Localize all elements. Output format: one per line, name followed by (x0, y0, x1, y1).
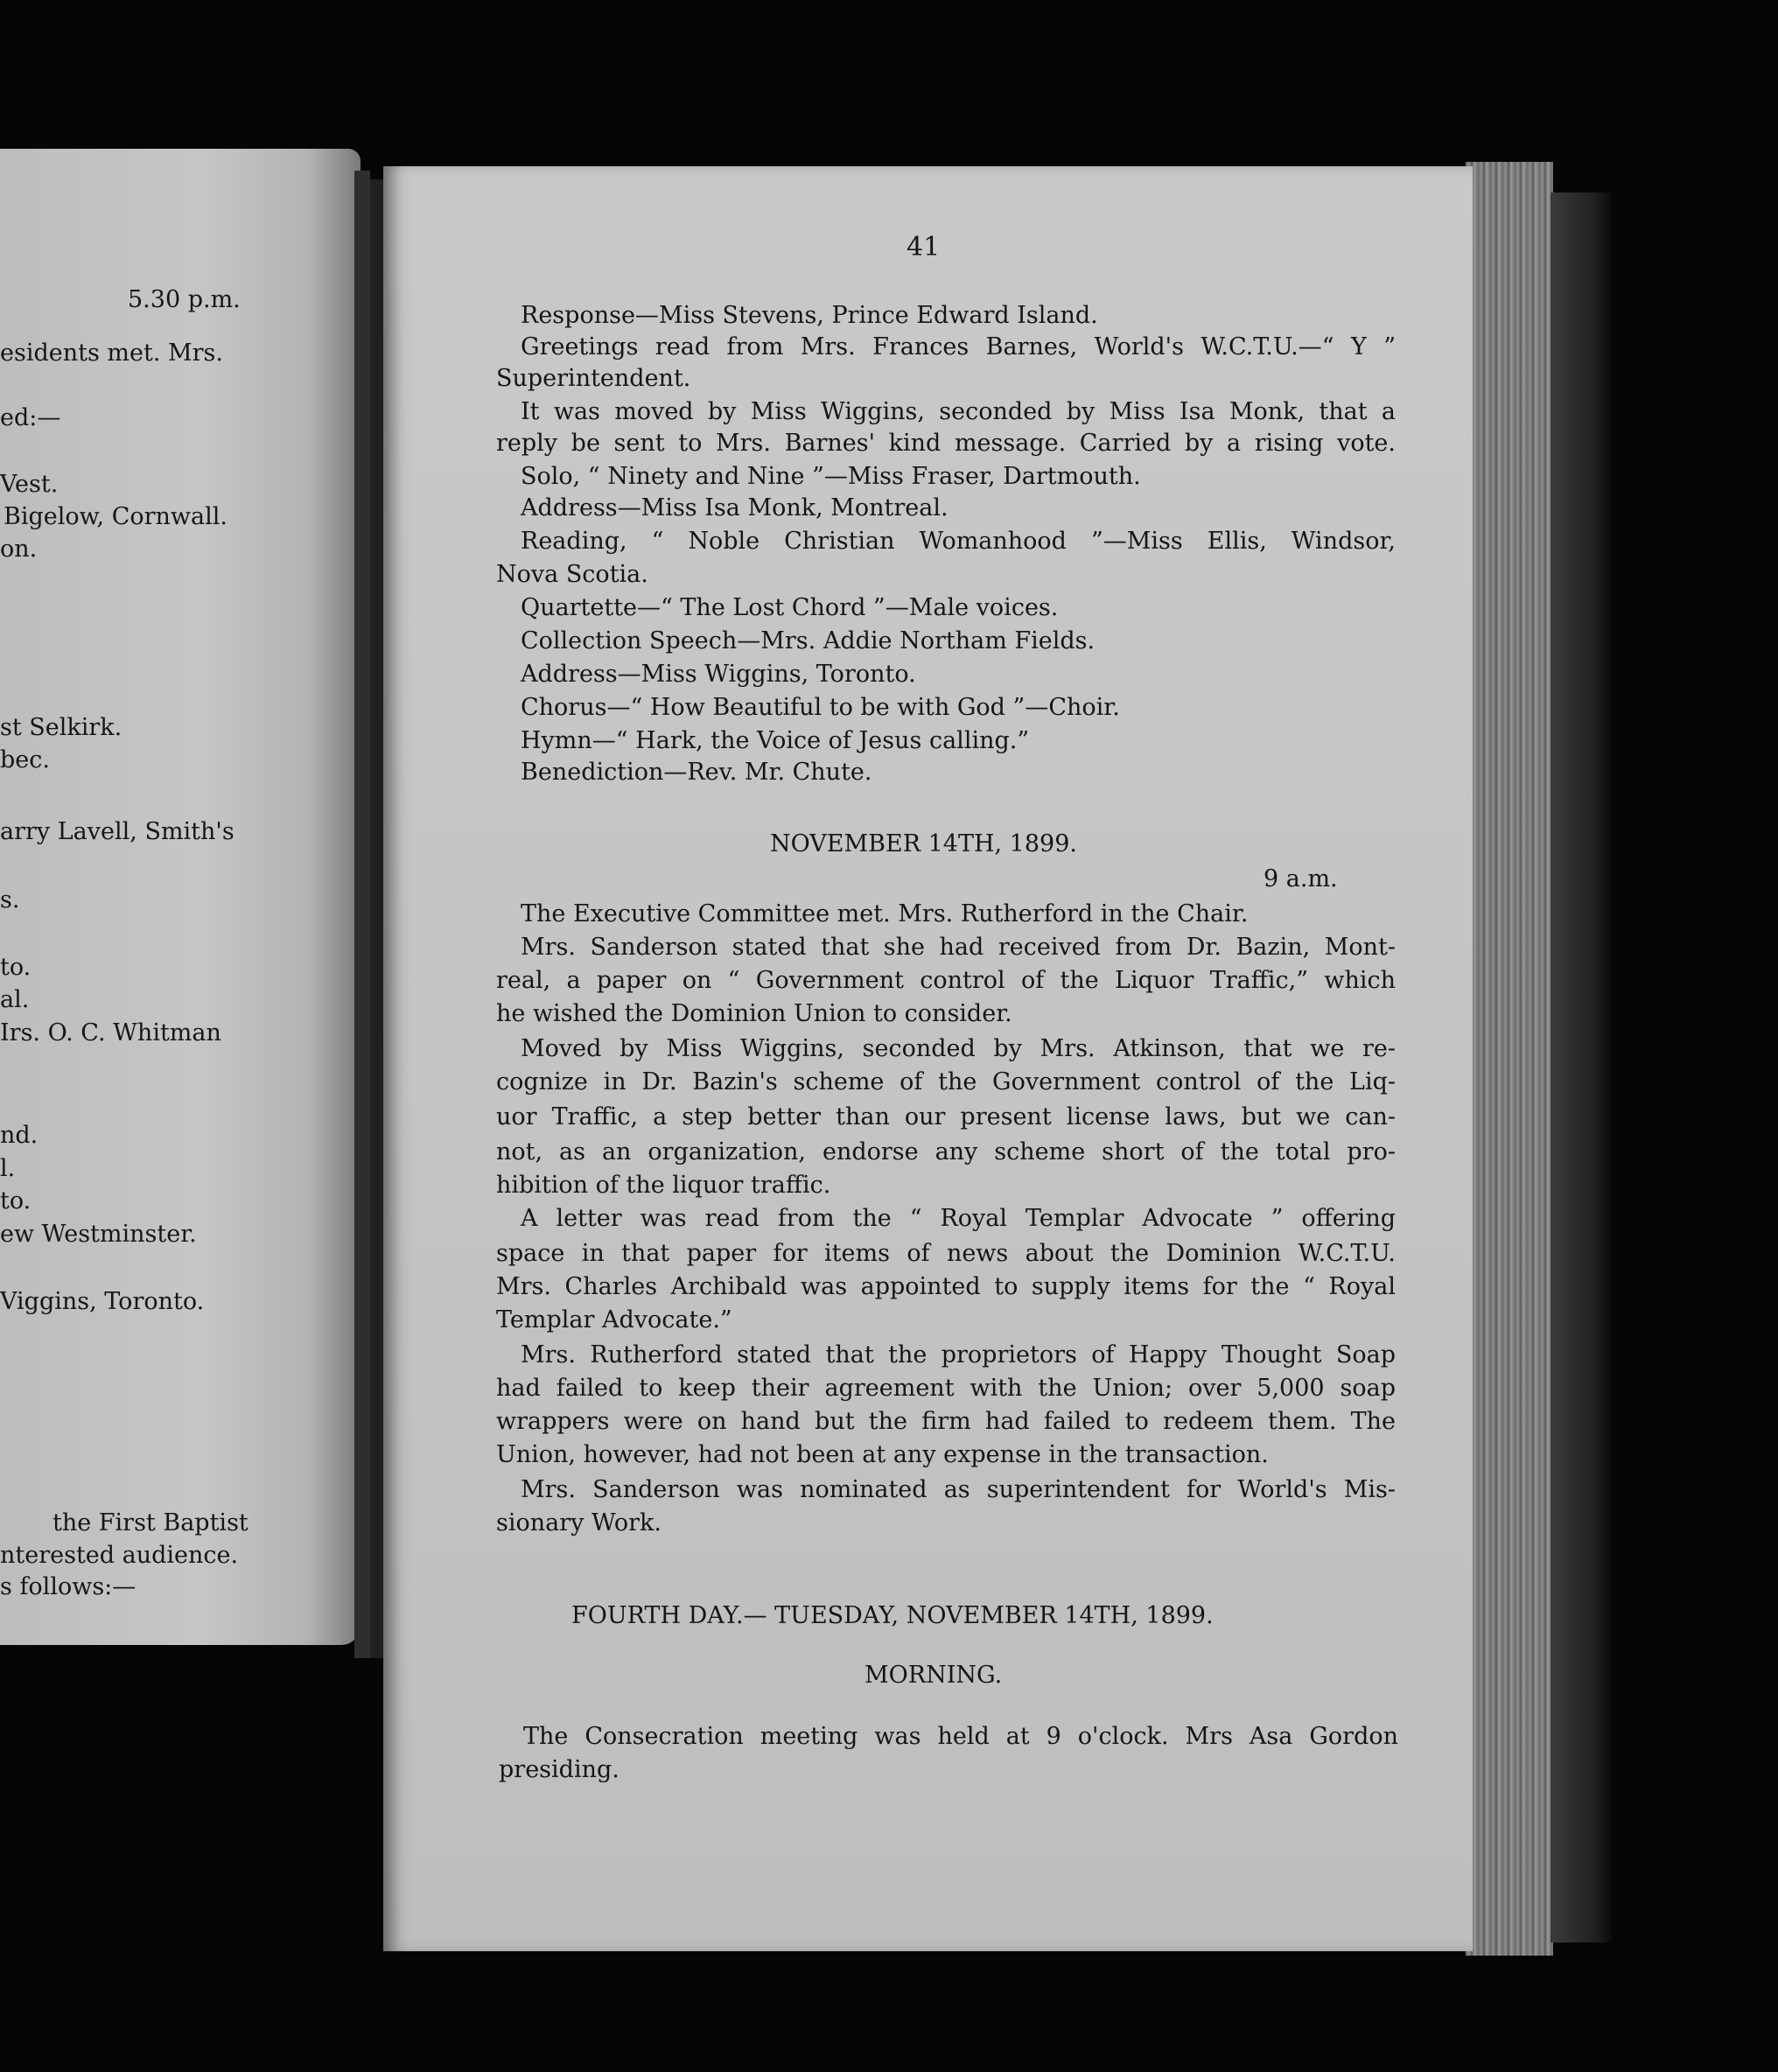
text-line: Greetings read from Mrs. Frances Barnes, World's W.C.T.U.—“ Y ” (521, 333, 1396, 360)
text-line: he wished the Dominion Union to consider. (496, 1000, 1012, 1027)
text-line: not, as an organization, endorse any scheme short of the total pro- (496, 1138, 1396, 1166)
text-line: wrappers were on hand but the firm had failed to redeem them. The (496, 1408, 1396, 1435)
left-fragment: to. (0, 954, 32, 981)
page-edges (1466, 162, 1553, 1956)
text-line: It was moved by Miss Wiggins, seconded by Miss Isa Monk, that a (521, 398, 1396, 425)
left-fragment: Irs. O. C. Whitman (0, 1019, 221, 1046)
text-line: Chorus—“ How Beautiful to be with God ”—Choir. (521, 694, 1120, 721)
book-cover-edge (1550, 192, 1612, 1942)
text-line: Quartette—“ The Lost Chord ”—Male voices. (521, 594, 1059, 621)
left-fragment: the First Baptist (52, 1509, 248, 1536)
text-line: Union, however, had not been at any expense in the transaction. (496, 1441, 1269, 1468)
text-line: Templar Advocate.” (496, 1306, 732, 1334)
left-fragment: Vest. (0, 471, 59, 498)
time-label: 9 a.m. (1264, 865, 1338, 892)
text-line: Collection Speech—Mrs. Addie Northam Fields. (521, 627, 1096, 654)
left-fragment: Viggins, Toronto. (0, 1288, 205, 1315)
left-page (0, 149, 360, 1645)
page-number: 41 (906, 232, 941, 262)
left-fragment: nterested audience. (0, 1542, 239, 1569)
text-line: Benediction—Rev. Mr. Chute. (521, 759, 872, 786)
text-line: had failed to keep their agreement with the Union; over 5,000 soap (496, 1375, 1396, 1402)
text-line: cognize in Dr. Bazin's scheme of the Government control of the Liq- (496, 1068, 1396, 1096)
book-gutter (354, 171, 370, 1658)
left-fragment: l. (0, 1155, 16, 1182)
text-line: sionary Work. (496, 1509, 662, 1536)
left-fragment: bec. (0, 746, 50, 774)
text-line: Mrs. Sanderson stated that she had received from Dr. Bazin, Mont- (521, 934, 1396, 961)
text-line: hibition of the liquor traffic. (496, 1172, 831, 1199)
left-fragment: st Selkirk. (0, 714, 122, 741)
left-fragment: arry Lavell, Smith's (0, 818, 234, 845)
left-fragment: ed:— (0, 404, 61, 431)
text-line: A letter was read from the “ Royal Templar Advocate ” offering (521, 1205, 1396, 1232)
text-line: presiding. (499, 1756, 620, 1783)
text-line: Address—Miss Isa Monk, Montreal. (521, 494, 948, 522)
text-line: The Executive Committee met. Mrs. Rutherford in the Chair. (521, 900, 1249, 928)
session-heading: MORNING. (864, 1662, 1003, 1689)
text-line: Address—Miss Wiggins, Toronto. (521, 661, 916, 688)
text-line: Mrs. Sanderson was nominated as superintendent for World's Mis- (521, 1476, 1396, 1503)
text-line: uor Traffic, a step better than our present license laws, but we can- (496, 1103, 1396, 1130)
right-page (383, 166, 1473, 1951)
text-line: Nova Scotia. (496, 561, 648, 588)
text-line: Solo, “ Ninety and Nine ”—Miss Fraser, Dartmouth. (521, 463, 1141, 490)
section-heading-date: NOVEMBER 14TH, 1899. (770, 830, 1077, 858)
left-fragment: esidents met. Mrs. (0, 340, 223, 367)
day-heading: FOURTH DAY.— TUESDAY, NOVEMBER 14TH, 1899. (571, 1602, 1214, 1629)
left-fragment: al. (0, 986, 30, 1013)
text-line: Response—Miss Stevens, Prince Edward Island. (521, 302, 1098, 329)
text-line: reply be sent to Mrs. Barnes' kind message. Carried by a rising vote. (496, 430, 1396, 457)
left-fragment: to. (0, 1187, 32, 1214)
left-fragment: on. (0, 536, 38, 563)
text-line: Mrs. Rutherford stated that the proprietors of Happy Thought Soap (521, 1341, 1396, 1368)
text-line: real, a paper on “ Government control of the Liquor Traffic,” which (496, 967, 1396, 994)
text-line: space in that paper for items of news about the Dominion W.C.T.U. (496, 1240, 1396, 1267)
text-line: Hymn—“ Hark, the Voice of Jesus calling.” (521, 727, 1030, 754)
left-fragment: 5.30 p.m. (128, 286, 241, 313)
left-fragment: nd. (0, 1122, 38, 1149)
text-line: Mrs. Charles Archibald was appointed to supply items for the “ Royal (496, 1273, 1396, 1300)
left-fragment: s. (0, 886, 20, 914)
text-line: Moved by Miss Wiggins, seconded by Mrs. Atkinson, that we re- (521, 1035, 1396, 1062)
text-line: Superintendent. (496, 365, 691, 392)
left-fragment: s follows:— (0, 1573, 136, 1600)
left-fragment: ew Westminster. (0, 1221, 197, 1248)
text-line: Reading, “ Noble Christian Womanhood ”—Miss Ellis, Windsor, (521, 528, 1396, 555)
text-line: The Consecration meeting was held at 9 o'clock. Mrs Asa Gordon (523, 1723, 1398, 1750)
left-fragment: Bigelow, Cornwall. (4, 503, 228, 530)
